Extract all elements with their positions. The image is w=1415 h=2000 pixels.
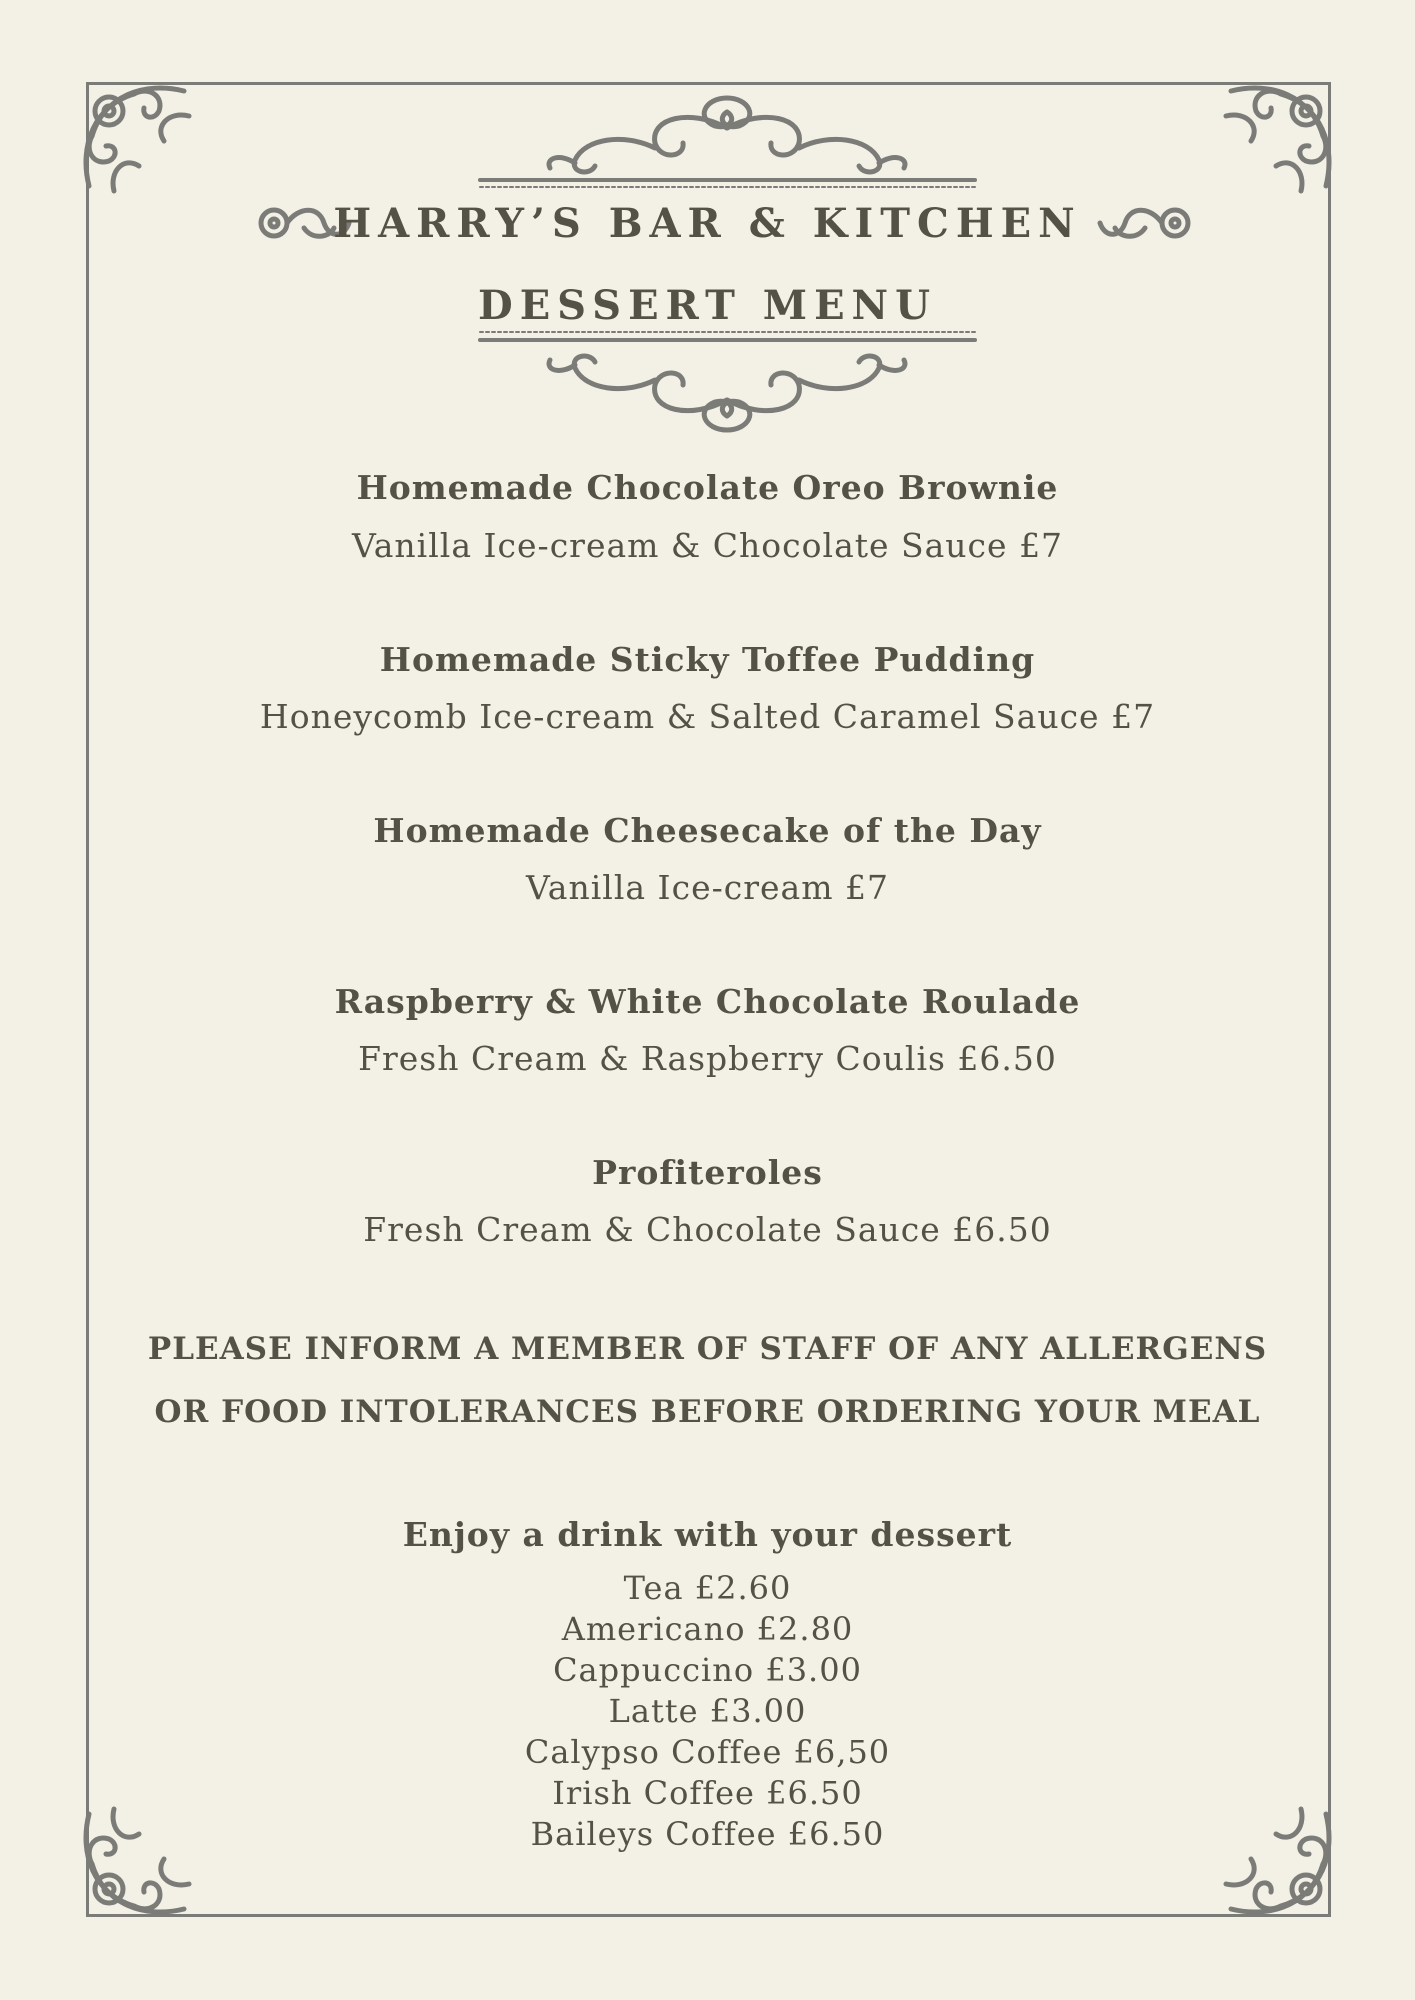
dessert-description: Vanilla Ice-cream £7 [526, 868, 889, 907]
drink-item: Tea £2.60 [623, 1569, 792, 1607]
dessert-description: Honeycomb Ice-cream & Salted Caramel Sauce £7 [259, 697, 1156, 736]
drink-item: Americano £2.80 [561, 1610, 854, 1648]
restaurant-title: HARRY’S BAR & KITCHEN [333, 200, 1082, 247]
header-scroll-ornament-icon [475, 88, 980, 188]
dessert-name: Homemade Sticky Toffee Pudding [379, 640, 1036, 679]
allergen-notice-line-2: OR FOOD INTOLERANCES BEFORE ORDERING YOUR MEAL [154, 1394, 1261, 1430]
dessert-description: Fresh Cream & Chocolate Sauce £6.50 [363, 1210, 1052, 1249]
header-scroll-ornament-icon [475, 322, 980, 440]
corner-flourish-icon [1211, 76, 1341, 206]
allergen-notice-line-1: PLEASE INFORM A MEMBER OF STAFF OF ANY ALLERGENS [147, 1331, 1268, 1367]
dessert-description: Fresh Cream & Raspberry Coulis £6.50 [358, 1039, 1057, 1078]
dessert-description: Vanilla Ice-cream & Chocolate Sauce £7 [351, 526, 1064, 565]
menu-subtitle: DESSERT MENU [478, 282, 937, 329]
drink-item: Cappuccino £3.00 [553, 1651, 862, 1689]
dessert-name: Raspberry & White Chocolate Roulade [334, 982, 1081, 1021]
drinks-heading: Enjoy a drink with your dessert [402, 1515, 1013, 1554]
drink-item: Irish Coffee £6.50 [552, 1774, 863, 1812]
corner-flourish-icon [74, 76, 204, 206]
drink-item: Calypso Coffee £6,50 [524, 1733, 891, 1771]
dessert-name: Homemade Cheesecake of the Day [373, 811, 1042, 850]
drink-item: Baileys Coffee £6.50 [530, 1815, 885, 1853]
dessert-name: Homemade Chocolate Oreo Brownie [356, 468, 1059, 507]
dessert-name: Profiteroles [592, 1153, 823, 1192]
drink-item: Latte £3.00 [608, 1692, 807, 1730]
